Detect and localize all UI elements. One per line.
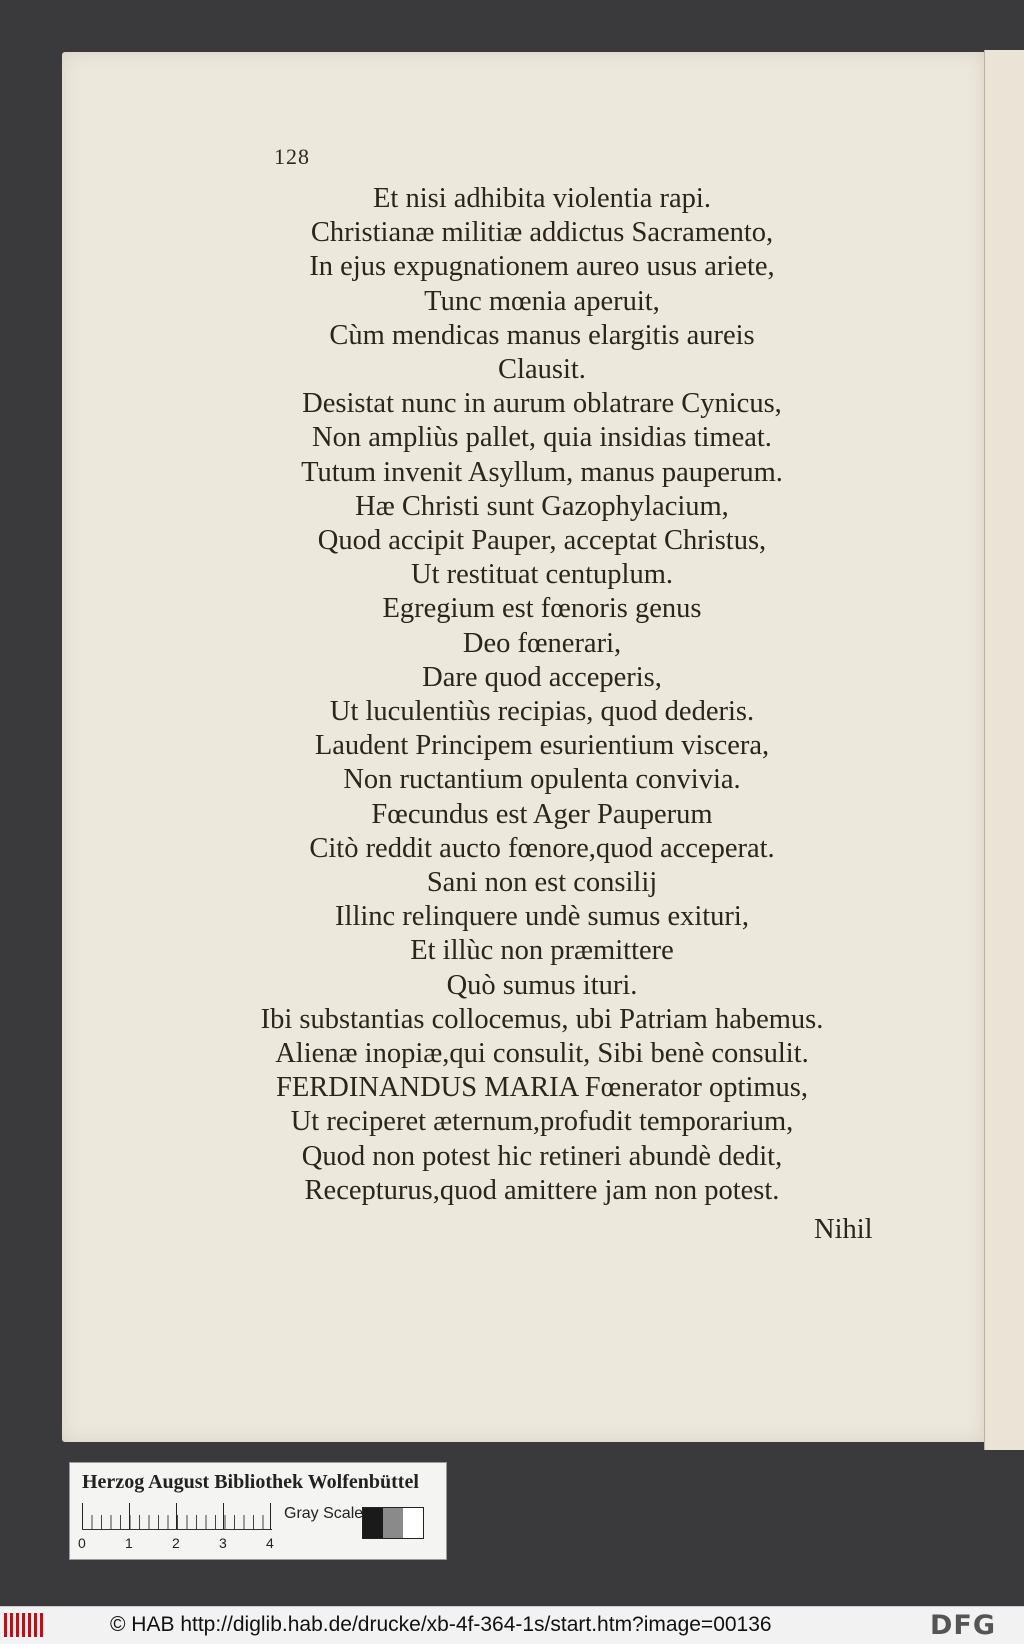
ruler-number: 4 bbox=[266, 1535, 274, 1551]
text-line: Cùm mendicas manus elargitis aureis bbox=[329, 319, 755, 351]
text-line: Quò sumus ituri. bbox=[446, 969, 638, 1001]
gray-scale-swatch bbox=[362, 1507, 424, 1539]
text-line: Tunc mœnia aperuit, bbox=[424, 285, 660, 317]
text-line: Ibi substantias collocemus, ubi Patriam habemus. bbox=[260, 1003, 824, 1035]
text-line: Recepturus,quod amittere jam non potest. bbox=[304, 1174, 780, 1206]
ruler-number: 0 bbox=[78, 1535, 86, 1551]
gray-scale-label: Gray Scale bbox=[284, 1505, 364, 1522]
text-line: Non ructantium opulenta convivia. bbox=[343, 764, 741, 796]
gray-swatch bbox=[403, 1508, 423, 1538]
text-line: Et nisi adhibita violentia rapi. bbox=[373, 183, 711, 214]
text-line: Alienæ inopiæ,qui consulit, Sibi benè consulit. bbox=[275, 1038, 809, 1070]
text-line: Egregium est fœnoris genus bbox=[382, 593, 702, 625]
text-line: Non ampliùs pallet, quia insidias timeat. bbox=[312, 422, 772, 454]
ruler-numbers bbox=[78, 1535, 278, 1553]
ruler-major-tick bbox=[176, 1503, 177, 1529]
text-line: Tutum invenit Asyllum, manus pauperum. bbox=[301, 456, 783, 488]
text-line: Illinc relinquere undè sumus exituri, bbox=[335, 901, 749, 933]
text-line: Dare quod acceperis, bbox=[422, 661, 662, 693]
text-line: Desistat nunc in aurum oblatrare Cynicus, bbox=[302, 388, 782, 420]
facing-page-edge bbox=[984, 50, 1024, 1450]
text-line: Sani non est consilij bbox=[426, 867, 658, 899]
text-line: Quod non potest hic retineri abundè dedit, bbox=[301, 1140, 783, 1172]
page-number: 128 bbox=[274, 144, 310, 169]
hab-logo-icon bbox=[4, 1613, 46, 1637]
ruler-number: 2 bbox=[172, 1535, 180, 1551]
library-label bbox=[69, 1462, 447, 1560]
text-line: Laudent Principem esurientium viscera, bbox=[314, 730, 770, 762]
ruler-major-tick bbox=[223, 1503, 224, 1529]
ruler-number: 3 bbox=[219, 1535, 227, 1551]
gray-swatch bbox=[383, 1508, 403, 1538]
text-line: Deo fœnerari, bbox=[462, 627, 622, 659]
catchword: Nihil bbox=[814, 1214, 873, 1245]
text-line: Citò reddit aucto fœnore,quod acceperat. bbox=[309, 832, 775, 864]
scale-ruler bbox=[82, 1503, 272, 1530]
gray-swatch bbox=[363, 1508, 383, 1538]
dfg-logo: DFG bbox=[930, 1610, 997, 1641]
text-line: Hæ Christi sunt Gazophylacium, bbox=[355, 490, 729, 522]
text-line: FERDINANDUS MARIA Fœnerator optimus, bbox=[275, 1072, 808, 1104]
text-line: In ejus expugnationem aureo usus ariete, bbox=[309, 251, 775, 283]
ruler-major-tick bbox=[270, 1503, 271, 1529]
text-line: Ut reciperet æternum,profudit temporarium, bbox=[290, 1106, 794, 1138]
text-line: Quod accipit Pauper, acceptat Christus, bbox=[317, 525, 767, 557]
text-line: Ut luculentiùs recipias, quod dederis. bbox=[329, 696, 755, 728]
copyright-link[interactable]: © HAB http://diglib.hab.de/drucke/xb-4f-364-1s/start.htm?image=00136 bbox=[110, 1613, 772, 1636]
text-block bbox=[242, 182, 842, 1208]
text-line: Ut restituat centuplum. bbox=[411, 559, 673, 591]
text-line: Clausit. bbox=[498, 354, 586, 386]
text-line: Christianæ militiæ addictus Sacramento, bbox=[310, 217, 774, 249]
institution-name: Herzog August Bibliothek Wolfenbüttel bbox=[82, 1471, 419, 1493]
ruler-major-tick bbox=[129, 1503, 130, 1529]
text-line: Fœcundus est Ager Pauperum bbox=[371, 798, 713, 830]
book-page bbox=[62, 52, 984, 1442]
ruler-number: 1 bbox=[125, 1535, 133, 1551]
text-line: Et illùc non præmittere bbox=[410, 935, 674, 967]
footer-bar bbox=[0, 1606, 1024, 1644]
ruler-major-tick bbox=[82, 1503, 83, 1529]
